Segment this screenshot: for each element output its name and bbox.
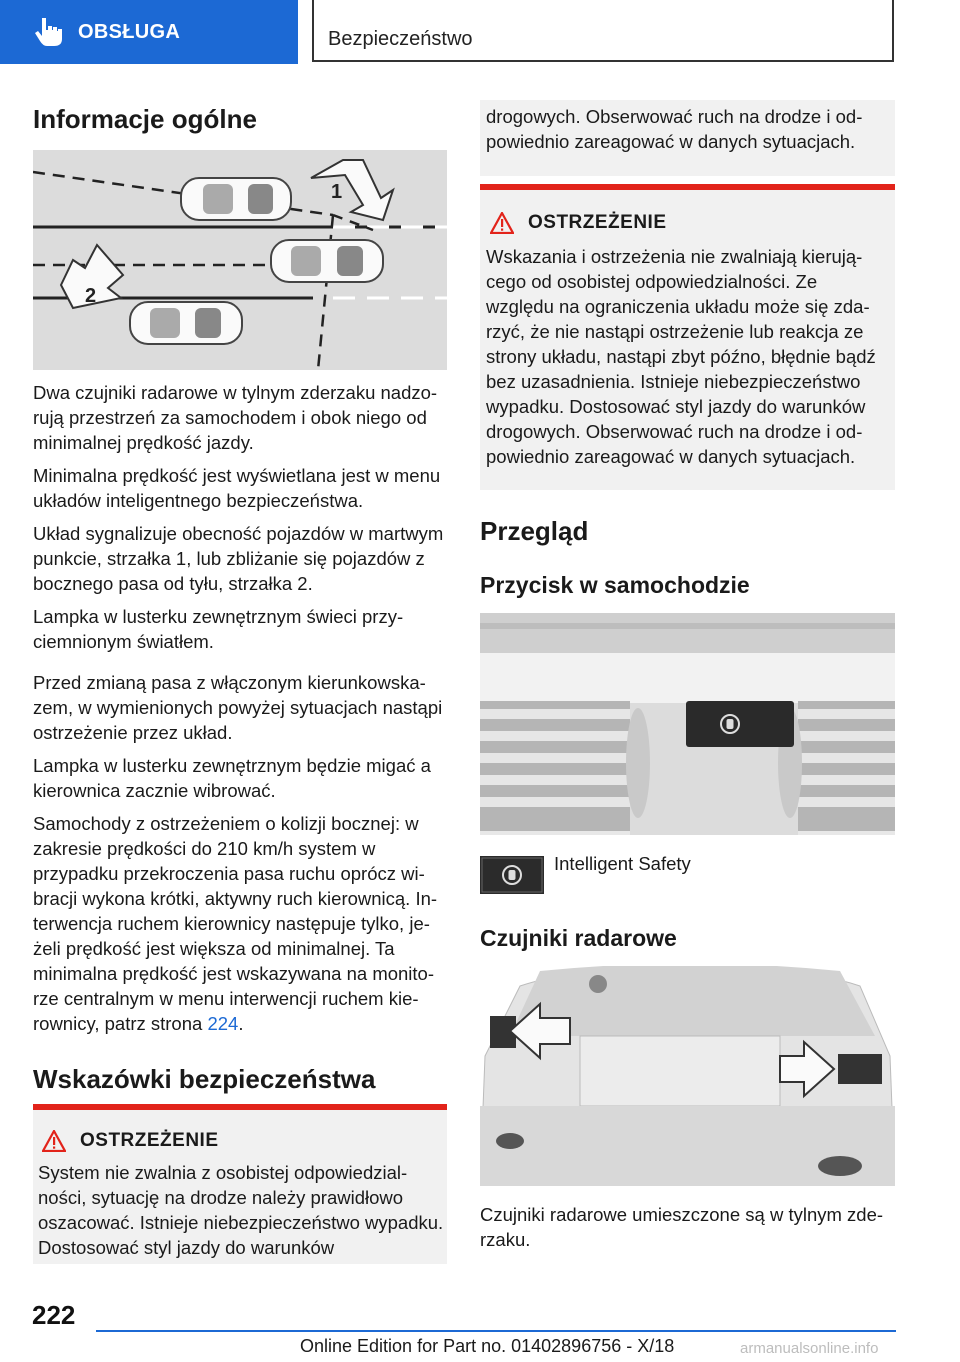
right-radar-sensor	[838, 1054, 882, 1084]
chapter-header	[312, 0, 894, 62]
warning-1-header	[42, 1130, 219, 1152]
paragraph: Lampka w lusterku zewnętrznym świeci przyciemnionym światłem.	[33, 606, 404, 652]
arrow-1-label: 1	[331, 181, 343, 203]
page-number: 222	[32, 1300, 76, 1330]
page-reference-link[interactable]: 224	[207, 1013, 239, 1034]
car-middle	[271, 240, 383, 282]
reference-end: .	[238, 1013, 244, 1034]
blind-spot-diagram	[33, 150, 447, 370]
paragraph-with-reference	[33, 811, 449, 1036]
warning-2-text: Wskazania i ostrzeżenia nie zwalniają kierującego od osobistej odpowiedzialności. Ze względu na ograniczenia układu może się zdarzyć, że nie nastąpi ostrzeżenie lub reakcja ze strony układu, nastąpi zbyt późno, błędnie bądź bez uzasadnienia. Istnieje niebezpieczeństwo wypadku. Dostosować styl jazdy do warunków drogowych. Obserwować ruch na drodze i odpowiednio zareagować w danych sytuacjach.	[486, 246, 876, 467]
radar-caption: Czujniki radarowe umieszczone są w tylnym zderzaku.	[480, 1204, 884, 1250]
dashboard-button-photo	[480, 613, 895, 835]
paragraph: Układ sygnalizuje obecność pojazdów w martwym punkcie, strzałka 1, lub zbliżanie się pojazdów z bocznego pasa od tyłu, strzałka 2.	[33, 523, 444, 594]
warning-1-text: System nie zwalnia z osobistej odpowiedzialności, sytuację na drodze należy prawidłowo oszacować. Istnieje niebezpieczeństwo wypadku. Dostosować styl jazdy do warunków	[38, 1162, 444, 1258]
bmw-logo	[589, 975, 607, 993]
paragraph: Lampka w lusterku zewnętrznym będzie migać a kierownica zacznie wibrować.	[33, 755, 431, 801]
heading-safety-notes: Wskazówki bezpieczeństwa	[33, 1064, 376, 1094]
warning-2-header	[490, 212, 667, 234]
warning-triangle-icon	[490, 212, 514, 234]
right-air-vent	[798, 701, 895, 831]
rear-bumper-photo	[480, 966, 895, 1186]
warning-1-continued-text: drogowych. Obserwować ruch na drodze i odpowiednio zareagować w danych sytuacjach.	[486, 106, 863, 152]
paragraph: Minimalna prędkość jest wyświetlana jest w menu układów inteligentnego bezpieczeństwa.	[33, 465, 441, 511]
arrow-2-label: 2	[85, 285, 97, 307]
section-tab-label: OBSŁUGA	[78, 20, 181, 43]
heading-general-info: Informacje ogólne	[33, 104, 257, 134]
heading-radar-sensors: Czujniki radarowe	[480, 925, 677, 951]
intelligent-safety-button-icon[interactable]	[480, 856, 544, 894]
watermark-text: armanualsonline.info	[740, 1340, 879, 1357]
chapter-title: Bezpieczeństwo	[328, 28, 473, 50]
section-tab[interactable]	[0, 0, 298, 64]
car-top	[181, 178, 291, 220]
edition-text: Online Edition for Part no. 01402896756 - X/18	[300, 1336, 675, 1356]
heading-button-in-car: Przycisk w samochodzie	[480, 572, 750, 598]
paragraph: Przed zmianą pasa z włączonym kierunkowskazem, w wymienionych powyżej sytuacjach nastąpi ostrzeżenie przez układ.	[33, 672, 443, 743]
car-bottom	[130, 302, 242, 344]
heading-overview: Przegląd	[480, 516, 589, 546]
footer-rule	[96, 1330, 896, 1332]
warning-triangle-icon	[42, 1130, 66, 1152]
button-caption: Intelligent Safety	[554, 853, 691, 874]
reference-text: Samochody z ostrzeżeniem o kolizji bocznej: w zakresie prędkości do 210 km/h system w przypadku przekroczenia pasa ruchu oprócz wibracji wykona krótki, aktywny ruch kierownicą. Interwencja ruchem kierownicy następuje tylko, jeżeli prędkość jest większa od minimalnej. Ta minimalna prędkość jest wskazywana na monitorze centralnym w menu interwencji ruchem kierownicy, patrz strona	[33, 813, 438, 1034]
hand-pointer-icon	[32, 15, 66, 49]
warning-2-title: OSTRZEŻENIE	[528, 212, 667, 233]
left-body-text	[33, 380, 449, 1044]
left-air-vent	[480, 701, 630, 831]
warning-1-title: OSTRZEŻENIE	[80, 1130, 219, 1151]
paragraph: Dwa czujniki radarowe w tylnym zderzaku nadzorują przestrzeń za samochodem i obok niego od minimalnej prędkość jazdy.	[33, 382, 438, 453]
